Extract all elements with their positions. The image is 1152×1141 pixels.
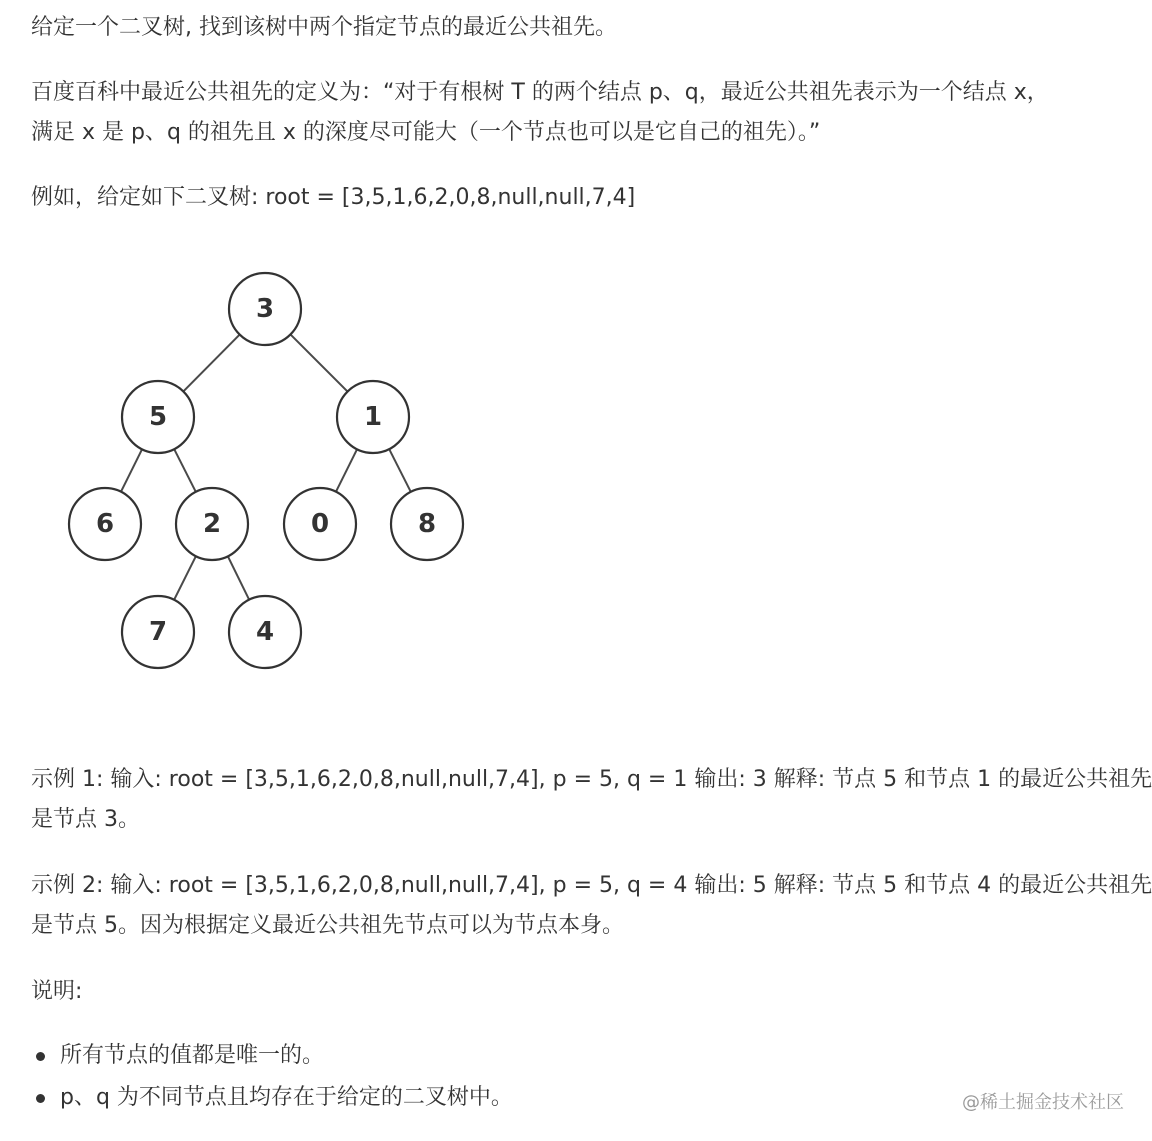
tree-edge — [174, 449, 196, 492]
tree-node-label: 7 — [148, 617, 168, 647]
list-item — [31, 1035, 513, 1077]
definition-paragraph — [31, 73, 1131, 153]
binary-tree-svg — [60, 268, 480, 688]
tree-edge — [290, 334, 347, 391]
list-item-text: p、q 为不同节点且均存在于给定的二叉树中。 — [60, 1085, 513, 1110]
tree-node-label: 2 — [202, 509, 222, 539]
tree-node-0 — [284, 488, 356, 560]
notes-heading — [31, 972, 1131, 1012]
tree-node-label: 6 — [95, 509, 115, 539]
tree-edge — [121, 449, 142, 491]
tree-node-1 — [337, 381, 409, 453]
notes-heading-text: 说明: — [31, 979, 83, 1004]
list-item-text: 所有节点的值都是唯一的。 — [60, 1043, 325, 1068]
list-item — [31, 1077, 513, 1119]
tree-node-3 — [229, 273, 301, 345]
tree-node-label: 0 — [310, 509, 330, 539]
binary-tree-diagram — [60, 268, 480, 688]
tree-node-label: 8 — [417, 509, 437, 539]
tree-node-5 — [122, 381, 194, 453]
tree-edge — [228, 556, 249, 599]
tree-node-label: 5 — [148, 402, 168, 432]
notes-list — [31, 1035, 513, 1119]
tree-node-4 — [229, 596, 301, 668]
tree-node-2 — [176, 488, 248, 560]
problem-title — [31, 8, 1131, 48]
tree-node-label: 3 — [255, 294, 275, 324]
definition-line-1: 百度百科中最近公共祖先的定义为：“对于有根树 T 的两个结点 p、q，最近公共祖先表示为一个结点 x， — [31, 80, 1049, 105]
example-1-line-1: 示例 1: 输入: root = [3,5,1,6,2,0,8,null,null,7,4], p = 5, q = 1 输出: 3 解释: 节点 5 和节点 1 的最近公共祖先 — [31, 767, 1152, 792]
bullet-dot-icon — [36, 1052, 45, 1061]
intro-text: 例如，给定如下二叉树: root = [3,5,1,6,2,0,8,null,null,7,4] — [31, 185, 636, 210]
tree-edge — [174, 556, 196, 600]
example-1-line-2: 是节点 3。 — [31, 807, 140, 832]
watermark-text: @稀土掘金技术社区 — [962, 1092, 1124, 1113]
example-2 — [31, 866, 1152, 946]
tree-node-label: 1 — [363, 402, 383, 432]
example-2-line-1: 示例 2: 输入: root = [3,5,1,6,2,0,8,null,null,7,4], p = 5, q = 4 输出: 5 解释: 节点 5 和节点 4 的最近公共祖先 — [31, 873, 1152, 898]
tree-edges — [121, 334, 411, 599]
tree-node-label: 4 — [255, 617, 275, 647]
tree-nodes — [69, 273, 463, 668]
tree-node-7 — [122, 596, 194, 668]
watermark — [962, 1088, 1124, 1114]
intro-paragraph — [31, 178, 1131, 218]
tree-edge — [183, 335, 239, 392]
tree-node-6 — [69, 488, 141, 560]
tree-node-8 — [391, 488, 463, 560]
definition-line-2: 满足 x 是 p、q 的祖先且 x 的深度尽可能大（一个节点也可以是它自己的祖先）。” — [31, 120, 821, 145]
problem-title-text: 给定一个二叉树, 找到该树中两个指定节点的最近公共祖先。 — [31, 15, 617, 40]
tree-edge — [389, 449, 411, 492]
bullet-dot-icon — [36, 1094, 45, 1103]
tree-edge — [336, 449, 357, 491]
example-1 — [31, 760, 1152, 840]
example-2-line-2: 是节点 5。因为根据定义最近公共祖先节点可以为节点本身。 — [31, 913, 624, 938]
